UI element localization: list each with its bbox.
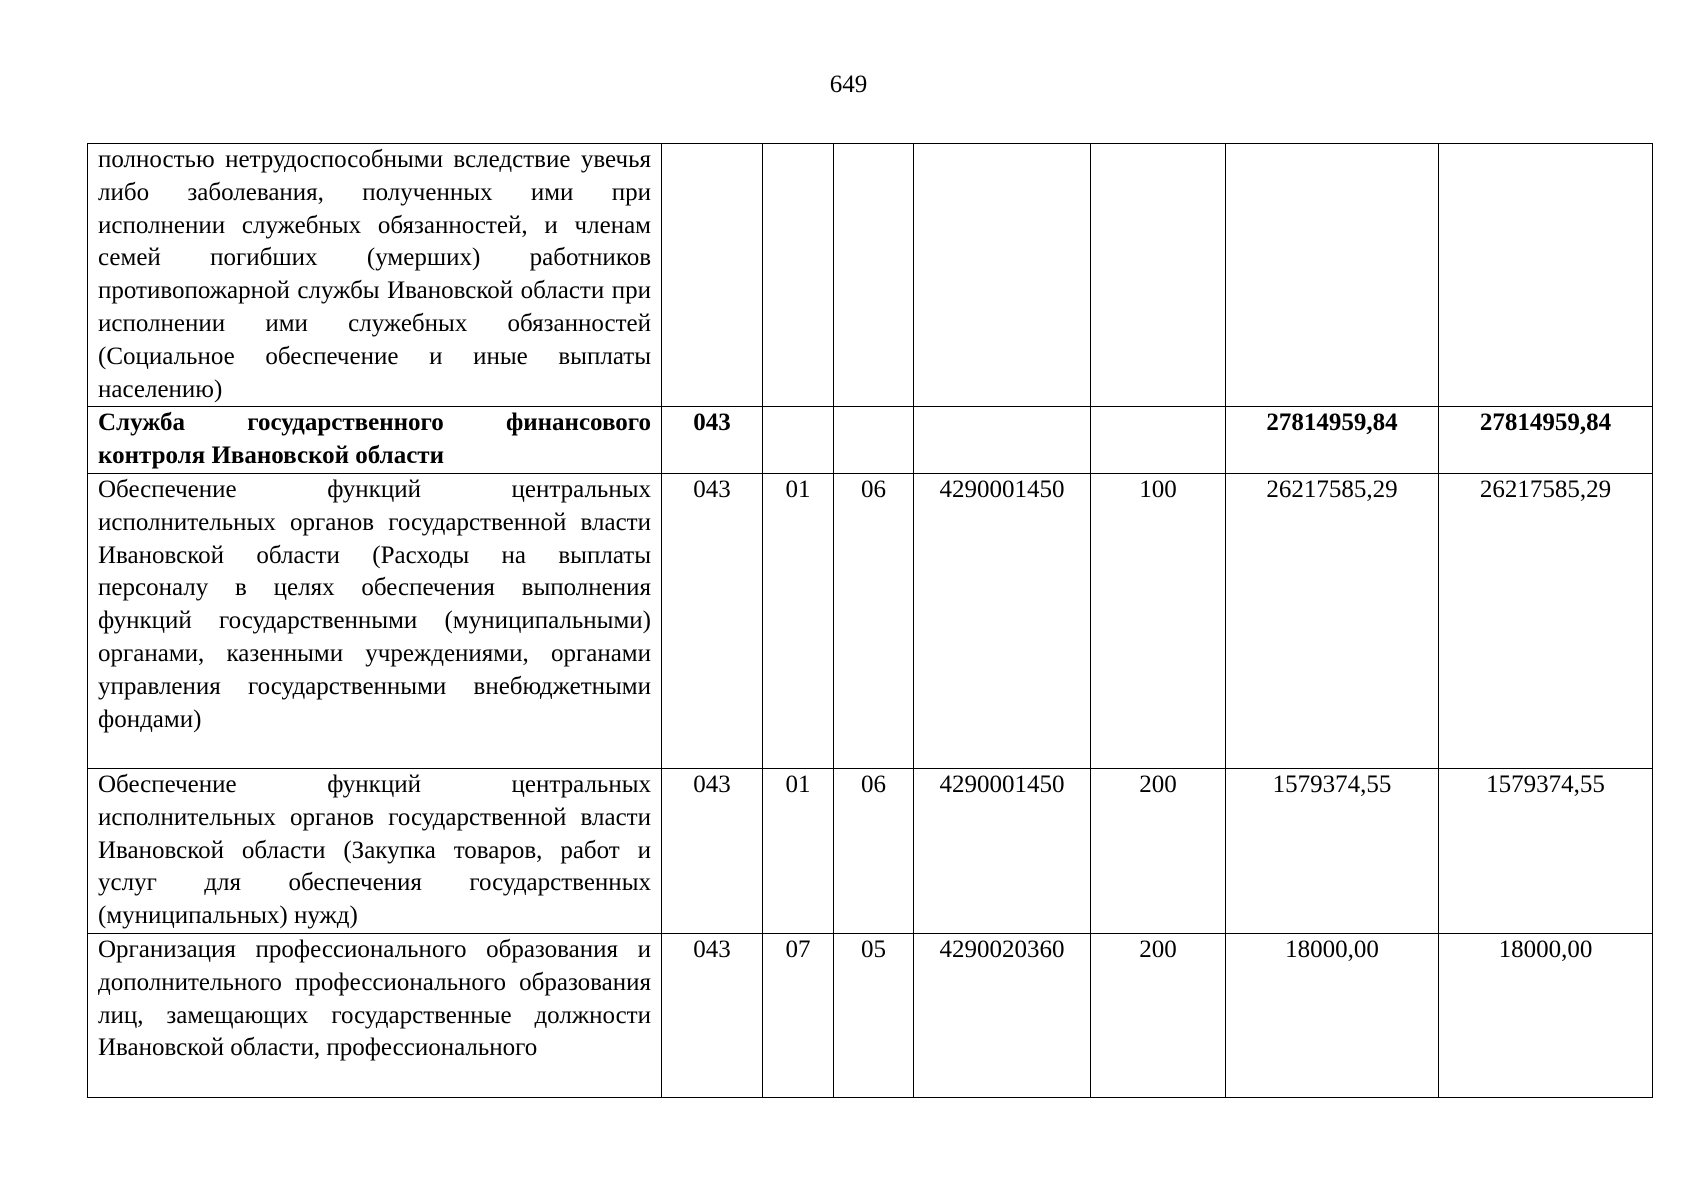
sum-year1-cell bbox=[1226, 144, 1439, 407]
table-row bbox=[88, 933, 1653, 1097]
expense-type-cell: 200 bbox=[1091, 768, 1226, 933]
section-cell: 01 bbox=[763, 768, 834, 933]
subsection-cell: 06 bbox=[834, 768, 914, 933]
table-row bbox=[88, 768, 1653, 933]
row-name-cell: полностью нетрудоспособными вследствие увечья либо заболевания, полученных ими при исполнении служебных обязанностей, и членам семей погибших (умерших) работников противопожарной службы Ивановской области при исполнении ими служебных обязанностей (Социальное обеспечение и иные выплаты населению) bbox=[88, 144, 662, 407]
table-row bbox=[88, 144, 1653, 407]
row-name-cell: Обеспечение функций центральных исполнительных органов государственной власти Ивановской области (Закупка товаров, работ и услуг для обеспечения государственных (муниципальных) нужд) bbox=[88, 768, 662, 933]
sum-year1-cell: 26217585,29 bbox=[1226, 473, 1439, 768]
row-name-cell: Служба государственного финансового контроля Ивановской области bbox=[88, 407, 662, 474]
table-row bbox=[88, 473, 1653, 768]
subsection-cell bbox=[834, 407, 914, 474]
subsection-cell: 05 bbox=[834, 933, 914, 1097]
sum-year1-cell: 27814959,84 bbox=[1226, 407, 1439, 474]
section-cell bbox=[763, 407, 834, 474]
subsection-cell: 06 bbox=[834, 473, 914, 768]
page-number: 649 bbox=[829, 71, 868, 98]
admin-code-cell: 043 bbox=[662, 407, 763, 474]
section-cell bbox=[763, 144, 834, 407]
expense-type-cell: 100 bbox=[1091, 473, 1226, 768]
section-cell: 07 bbox=[763, 933, 834, 1097]
sum-year2-cell: 26217585,29 bbox=[1439, 473, 1653, 768]
admin-code-cell: 043 bbox=[662, 473, 763, 768]
admin-code-cell bbox=[662, 144, 763, 407]
table-row bbox=[88, 407, 1653, 474]
target-article-cell: 4290001450 bbox=[914, 768, 1091, 933]
section-cell: 01 bbox=[763, 473, 834, 768]
sum-year2-cell: 27814959,84 bbox=[1439, 407, 1653, 474]
expense-type-cell bbox=[1091, 407, 1226, 474]
row-name-cell: Организация профессионального образования и дополнительного профессионального образования лиц, замещающих государственные должности Ивановской области, профессионального bbox=[88, 933, 662, 1097]
sum-year1-cell: 1579374,55 bbox=[1226, 768, 1439, 933]
target-article-cell: 4290001450 bbox=[914, 473, 1091, 768]
target-article-cell: 4290020360 bbox=[914, 933, 1091, 1097]
target-article-cell bbox=[914, 144, 1091, 407]
sum-year2-cell: 1579374,55 bbox=[1439, 768, 1653, 933]
admin-code-cell: 043 bbox=[662, 933, 763, 1097]
budget-table bbox=[87, 143, 1653, 1098]
target-article-cell bbox=[914, 407, 1091, 474]
row-name-cell: Обеспечение функций центральных исполнительных органов государственной власти Ивановской области (Расходы на выплаты персоналу в целях обеспечения выполнения функций государственными (муниципальными) органами, казенными учреждениями, органами управления государственными внебюджетными фондами) bbox=[88, 473, 662, 768]
expense-type-cell bbox=[1091, 144, 1226, 407]
sum-year2-cell bbox=[1439, 144, 1653, 407]
sum-year2-cell: 18000,00 bbox=[1439, 933, 1653, 1097]
subsection-cell bbox=[834, 144, 914, 407]
admin-code-cell: 043 bbox=[662, 768, 763, 933]
sum-year1-cell: 18000,00 bbox=[1226, 933, 1439, 1097]
expense-type-cell: 200 bbox=[1091, 933, 1226, 1097]
